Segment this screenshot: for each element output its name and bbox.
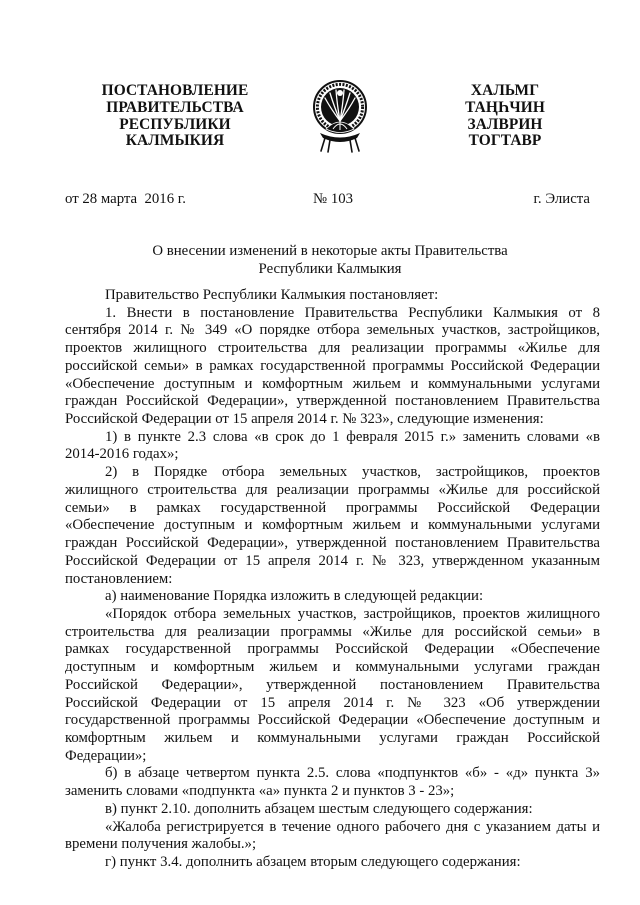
document-body bbox=[65, 287, 600, 872]
body-line: жилищного строительства для реализации программы «Жилье для российской bbox=[65, 481, 600, 498]
body-line: «Обеспечение доступным и комфортным жильем и коммунальными услугами bbox=[65, 375, 600, 392]
document-city: г. Элиста bbox=[533, 191, 590, 207]
header-right-title bbox=[430, 83, 580, 150]
body-line: доступным и комфортным жильем и коммунальными услугами граждан bbox=[65, 659, 600, 676]
header-left-title bbox=[100, 83, 250, 150]
paragraph bbox=[65, 464, 600, 588]
header-right-line: ХАЛЬМГ bbox=[470, 82, 540, 99]
body-line: в) пункт 2.10. дополнить абзацем шестым следующего содержания: bbox=[105, 800, 533, 817]
paragraph bbox=[65, 819, 600, 854]
body-line: Федерации»; bbox=[65, 747, 147, 764]
body-line: 1) в пункте 2.3 слова «в срок до 1 февраля 2015 г.» заменить словами «в bbox=[105, 428, 600, 445]
header-right-line: ЗАЛВРИН bbox=[467, 115, 543, 133]
body-line: 2014-2016 годах»; bbox=[65, 446, 179, 463]
body-line: сентября 2014 г. № 349 «О порядке отбора земельных участков, застройщиков, bbox=[65, 322, 600, 339]
paragraph bbox=[65, 765, 600, 800]
body-line: Российской Федерации от 15 апреля 2014 г. № 323 «Об утверждении bbox=[65, 694, 600, 711]
body-line: постановлением: bbox=[65, 570, 173, 587]
body-line: Российской Федерации от 15 апреля 2014 г. № 323», следующие изменения: bbox=[65, 411, 544, 428]
body-line: граждан Российской Федерации», утвержденной постановлением Правительства bbox=[65, 393, 600, 410]
body-line: рамках государственной программы Российской Федерации «Обеспечение bbox=[65, 641, 600, 658]
body-line: а) наименование Порядка изложить в следующей редакции: bbox=[105, 588, 484, 605]
header-left-line: ПРАВИТЕЛЬСТВА bbox=[106, 98, 244, 116]
body-line: г) пункт 3.4. дополнить абзацем вторым следующего содержания: bbox=[105, 854, 521, 870]
title-line: Республики Калмыкия bbox=[258, 260, 402, 277]
body-line: Российской Федерации от 15 апреля 2014 г. № 323, утвержденном указанным bbox=[65, 552, 600, 569]
paragraph bbox=[65, 801, 600, 819]
body-line: комфортным жильем и коммунальными услугами граждан Российской bbox=[65, 729, 600, 746]
body-line: Правительство Республики Калмыкия постановляет: bbox=[105, 287, 439, 303]
body-line: 1. Внести в постановление Правительства Республики Калмыкия от 8 bbox=[105, 304, 600, 321]
header-right-line: ТАҢҺЧИН bbox=[465, 98, 545, 116]
document-date: от 28 марта 2016 г. bbox=[65, 191, 186, 207]
paragraph bbox=[65, 429, 600, 464]
body-line: Российской Федерации», утвержденной постановлением Правительства bbox=[65, 676, 600, 693]
body-line: российской семьи» в рамках государственной программы Российской Федерации bbox=[65, 357, 600, 374]
body-line: «Жалоба регистрируется в течение одного рабочего дня с указанием даты и bbox=[105, 818, 600, 835]
paragraph bbox=[65, 287, 600, 305]
body-line: семьи» в рамках государственной программы Российской Федерации bbox=[65, 499, 600, 516]
header-left-line: ПОСТАНОВЛЕНИЕ bbox=[101, 82, 249, 99]
body-line: строительства для реализации программы «Жилье для российской семьи» в bbox=[65, 623, 600, 640]
header-right-line: ТОГТАВР bbox=[468, 132, 542, 150]
body-line: «Порядок отбора земельных участков, застройщиков, проектов жилищного bbox=[105, 605, 600, 622]
body-line: б) в абзаце четвертом пункта 2.5. слова «подпунктов «б» - «д» пункта 3» bbox=[105, 765, 600, 782]
title-line: О внесении изменений в некоторые акты Правительства bbox=[152, 243, 508, 259]
body-line: заменить словами «подпункта «а» пункта 2 и пунктов 3 - 23»; bbox=[65, 783, 455, 800]
paragraph bbox=[65, 854, 600, 872]
body-line: граждан Российской Федерации», утвержденной постановлением Правительства bbox=[65, 535, 600, 552]
body-line: государственной программы Российской Федерации «Обеспечение доступным и bbox=[65, 712, 600, 729]
paragraph bbox=[65, 588, 600, 606]
body-line: времени получения жалобы.»; bbox=[65, 836, 257, 853]
paragraph bbox=[65, 606, 600, 765]
header-left-line: КАЛМЫКИЯ bbox=[125, 132, 225, 150]
coat-of-arms-icon bbox=[312, 77, 368, 153]
body-line: 2) в Порядке отбора земельных участков, застройщиков, проектов bbox=[105, 464, 600, 481]
paragraph bbox=[65, 305, 600, 429]
body-line: «Обеспечение доступным и комфортным жильем и коммунальными услугами bbox=[65, 517, 600, 534]
body-line: проектов жилищного строительства для реализации программы «Жилье для bbox=[65, 340, 600, 357]
document-title bbox=[70, 243, 590, 278]
document-number: № 103 bbox=[313, 191, 354, 207]
header-left-line: РЕСПУБЛИКИ bbox=[119, 115, 231, 133]
